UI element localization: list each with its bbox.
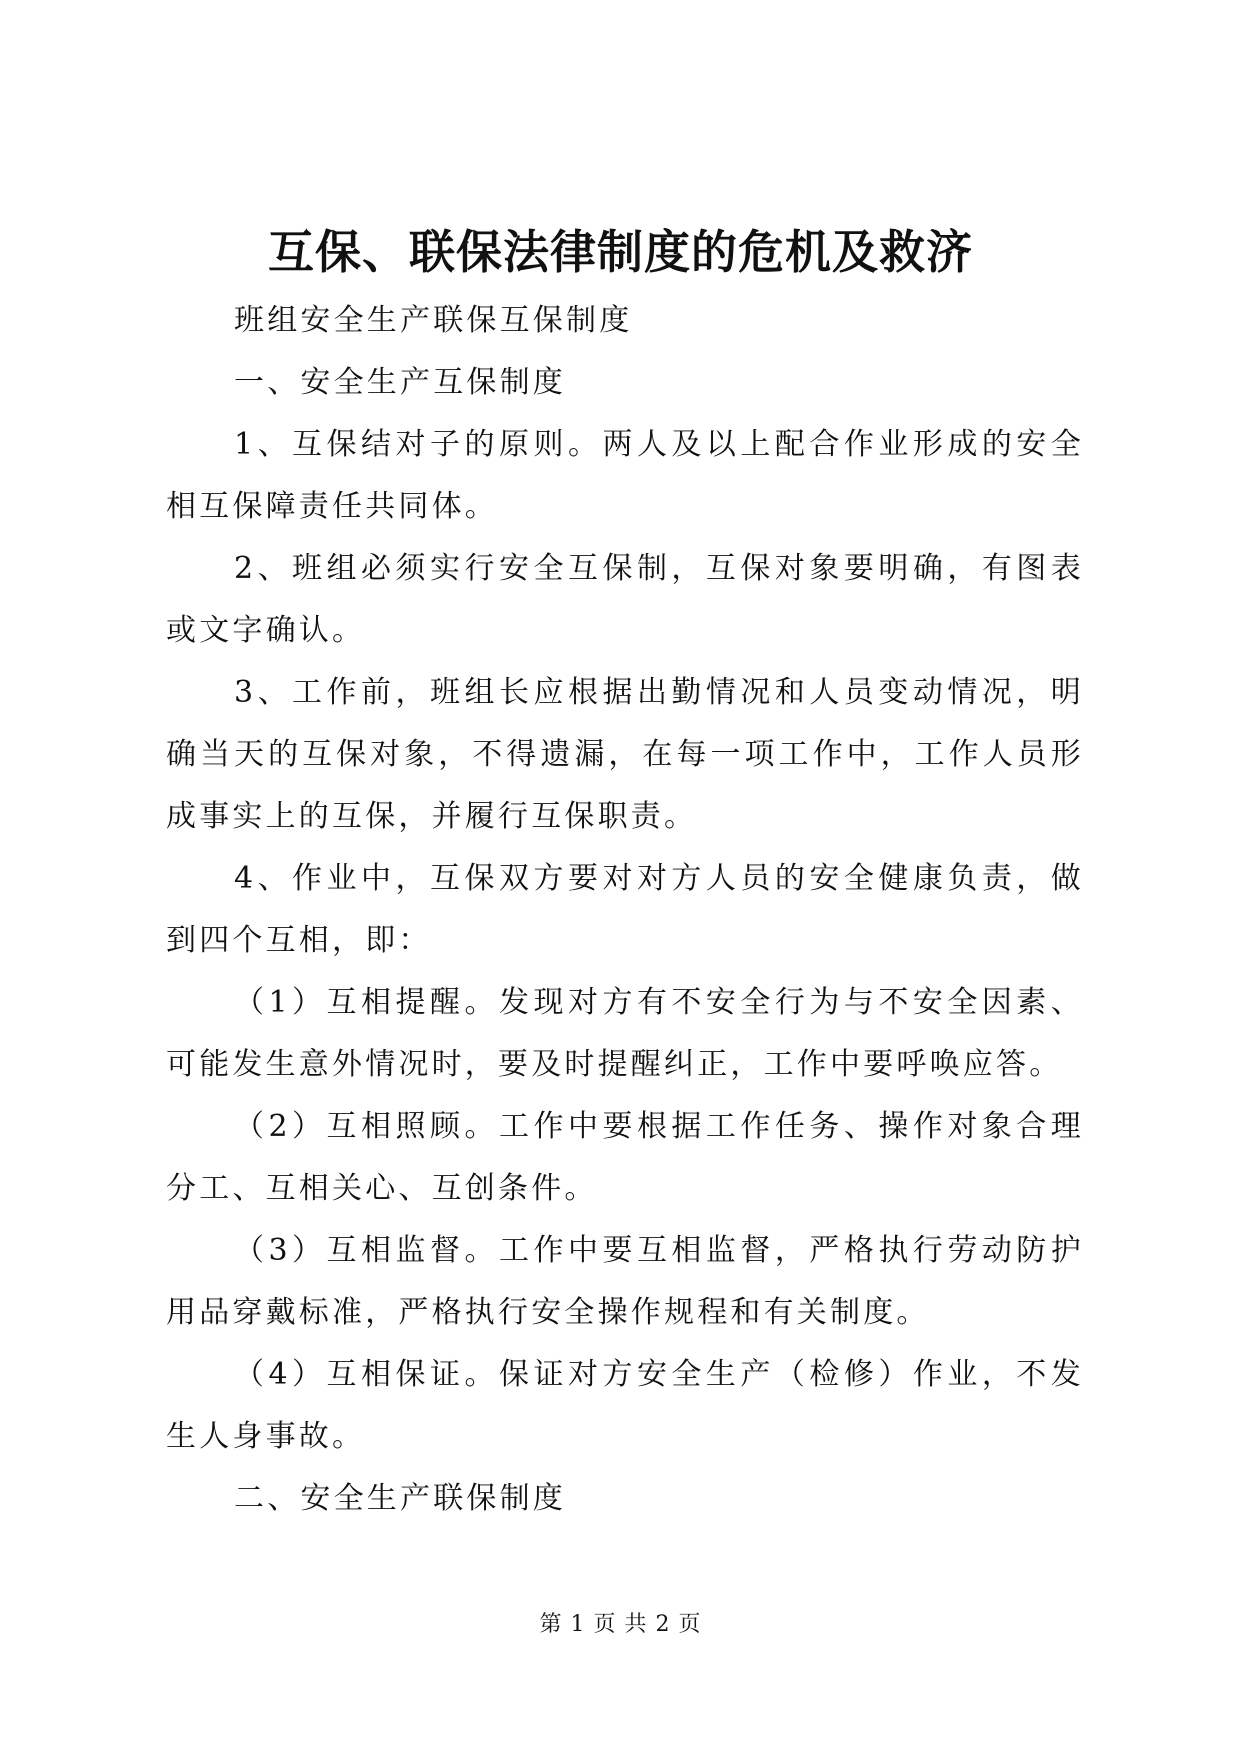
- paragraph-item-4: 4、作业中，互保双方要对对方人员的安全健康负责，做到四个互相，即：: [166, 861, 1084, 958]
- page-number-footer: 第 1 页 共 2 页: [539, 1612, 702, 1637]
- paragraph-subitem-2: （2）互相照顾。工作中要根据工作任务、操作对象合理分工、互相关心、互创条件。: [166, 1109, 1084, 1206]
- paragraph-subitem-3: （3）互相监督。工作中要互相监督，严格执行劳动防护用品穿戴标准，严格执行安全操作规程和有关制度。: [166, 1233, 1084, 1330]
- paragraph-section-1-heading: 一、安全生产互保制度: [234, 365, 566, 400]
- document-body: [166, 290, 1084, 1530]
- paragraph-subtitle: 班组安全生产联保互保制度: [234, 303, 633, 338]
- document-title: 互保、联保法律制度的危机及救济: [268, 225, 973, 279]
- paragraph-item-3: 3、工作前，班组长应根据出勤情况和人员变动情况，明确当天的互保对象，不得遗漏，在每一项工作中，工作人员形成事实上的互保，并履行互保职责。: [166, 675, 1084, 834]
- paragraph-subitem-1: （1）互相提醒。发现对方有不安全行为与不安全因素、可能发生意外情况时，要及时提醒纠正，工作中要呼唤应答。: [166, 985, 1084, 1082]
- paragraph-item-2: 2、班组必须实行安全互保制，互保对象要明确，有图表或文字确认。: [166, 551, 1084, 648]
- paragraph-section-2-heading: 二、安全生产联保制度: [234, 1481, 566, 1516]
- paragraph-subitem-4: （4）互相保证。保证对方安全生产（检修）作业，不发生人身事故。: [166, 1357, 1084, 1454]
- paragraph-item-1: 1、互保结对子的原则。两人及以上配合作业形成的安全相互保障责任共同体。: [166, 427, 1084, 524]
